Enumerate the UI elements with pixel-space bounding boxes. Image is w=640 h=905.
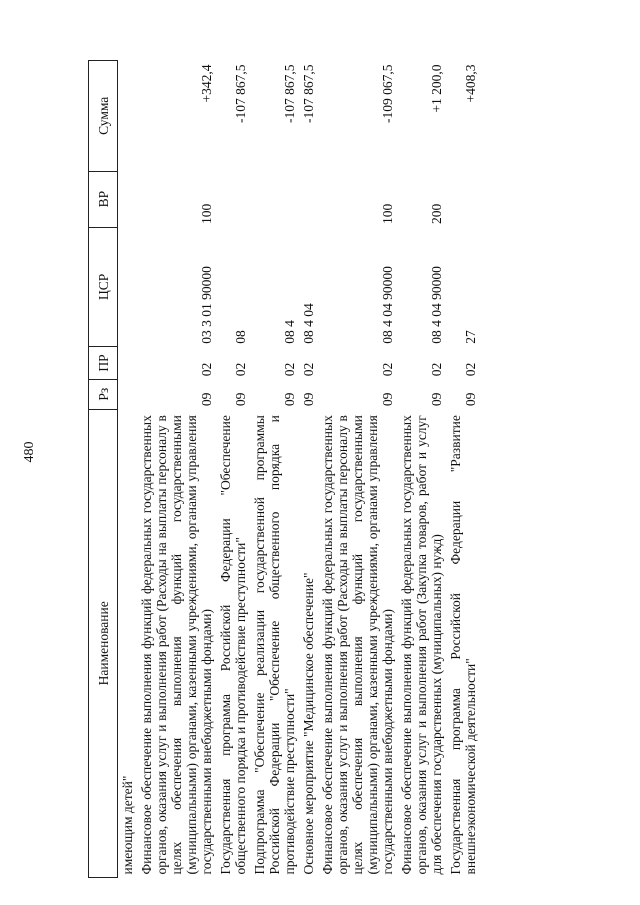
row-sum: +342,4 (199, 64, 214, 103)
table-row (216, 61, 250, 878)
table-row (299, 61, 318, 878)
row-csr: 08 (233, 330, 248, 344)
table-row (318, 61, 397, 878)
row-rz: 09 (199, 392, 214, 407)
row-csr: 08 4 (282, 320, 297, 344)
row-pr: 02 (463, 362, 478, 377)
page-number: 480 (22, 441, 37, 463)
row-rz: 09 (380, 392, 395, 407)
row-pr: 02 (301, 362, 316, 377)
row-pr: 02 (429, 362, 444, 377)
row-vr (216, 171, 250, 227)
row-pr (118, 347, 138, 380)
row-rz: 09 (301, 392, 316, 407)
row-name: Государственная программа Российской Федерации "Обеспечение общественного порядка и противодействие преступности" (218, 415, 248, 875)
row-sum: +408,3 (463, 64, 478, 103)
table-row (137, 61, 216, 878)
row-rz: 09 (463, 392, 478, 407)
row-sum: -109 067,5 (380, 64, 395, 123)
row-csr: 27 (463, 330, 478, 344)
row-csr (118, 227, 138, 347)
row-sum: -107 867,5 (233, 64, 248, 123)
header-pr: ПР (89, 347, 118, 380)
row-name: Основное мероприятие "Медицинское обеспечение" (301, 572, 316, 875)
row-vr: 100 (380, 203, 395, 225)
row-name: имеющим детей" (120, 775, 135, 875)
row-csr: 08 4 04 (301, 303, 316, 344)
row-csr: 08 4 04 90000 (380, 266, 395, 344)
row-sum: +1 200,0 (429, 64, 444, 113)
row-vr (250, 171, 299, 227)
row-name: Финансовое обеспечение выполнения функций федеральных государственных органов, оказания услуг и выполнения работ (Расходы на выплаты персоналу в целях обеспечения выполнения функций государственными (муниципальными) органами, казенными учреждениями, органами управления государственными внебюджетными фондами) (139, 415, 214, 875)
row-sum: -107 867,5 (282, 64, 297, 123)
table-row (397, 61, 446, 878)
row-name: Финансовое обеспечение выполнения функций федеральных государственных органов, оказания услуг и выполнения работ (Расходы на выплаты персоналу в целях обеспечения выполнения функций государственными (муниципальными) органами, казенными учреждениями, органами управления государственными внебюджетными фондами) (320, 415, 395, 875)
table-row (446, 61, 480, 878)
row-rz: 09 (429, 392, 444, 407)
row-csr: 03 3 01 90000 (199, 266, 214, 344)
row-pr: 02 (282, 362, 297, 377)
row-sum: -107 867,5 (301, 64, 316, 123)
row-rz: 09 (233, 392, 248, 407)
header-name: Наименование (89, 409, 118, 877)
row-sum (118, 61, 138, 172)
row-name: Финансовое обеспечение выполнения функций федеральных государственных органов, оказания услуг и выполнения работ (Закупка товаров, работ и услуг для обеспечения государственных (муниципальных) нужд) (399, 415, 444, 875)
header-sum: Сумма (89, 61, 118, 172)
budget-table (88, 60, 480, 878)
header-rz: Рз (89, 379, 118, 409)
row-rz (118, 379, 138, 409)
table-header-row (89, 61, 118, 878)
header-csr: ЦСР (89, 227, 118, 347)
row-vr (118, 171, 138, 227)
row-name: Подпрограмма "Обеспечение реализации государственной программы Российской Федерации "Обеспечение общественного порядка и противодействие преступности" (252, 415, 297, 875)
header-vr: ВР (89, 171, 118, 227)
row-csr: 08 4 04 90000 (429, 266, 444, 344)
row-pr: 02 (233, 362, 248, 377)
budget-table-sheet (88, 60, 568, 878)
row-rz: 09 (282, 392, 297, 407)
table-row (250, 61, 299, 878)
table-row (118, 61, 138, 878)
row-vr: 200 (429, 203, 444, 225)
row-name: Государственная программа Российской Федерации "Развитие внешнеэкономической деятельности" (448, 415, 478, 875)
row-vr (446, 171, 480, 227)
row-pr: 02 (380, 362, 395, 377)
row-pr: 02 (199, 362, 214, 377)
row-vr (299, 171, 318, 227)
row-vr: 100 (199, 203, 214, 225)
